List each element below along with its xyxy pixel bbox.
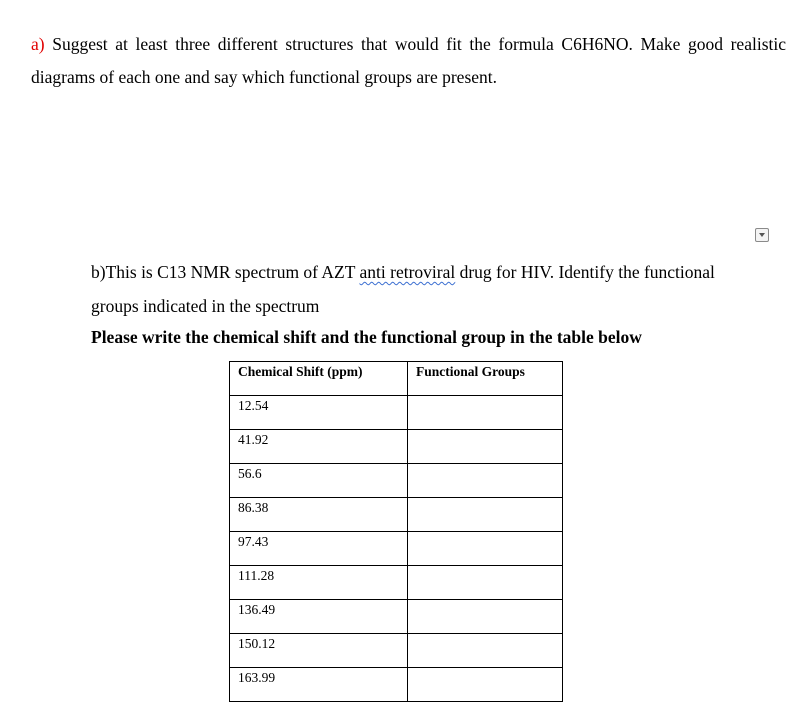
question-b-suffix: drug for HIV. Identify the functional groups indicated in the spectrum: [91, 262, 715, 316]
question-a-text: Suggest at least three different structures that would fit the formula C6H6NO. Make good realistic diagrams of each one and say which functional groups are present.: [31, 34, 786, 87]
shift-cell: 56.6: [230, 464, 408, 498]
header-chemical-shift: Chemical Shift (ppm): [230, 362, 408, 396]
chemical-shift-table: [229, 361, 563, 702]
functional-group-cell[interactable]: [408, 566, 563, 600]
shift-cell: 12.54: [230, 396, 408, 430]
shift-cell: 150.12: [230, 634, 408, 668]
table-row: [230, 464, 563, 498]
question-a-label: a): [31, 34, 45, 54]
functional-group-cell[interactable]: [408, 464, 563, 498]
table-row: [230, 430, 563, 464]
shift-cell: 97.43: [230, 532, 408, 566]
table-row: [230, 396, 563, 430]
question-b-prefix: b)This is C13 NMR spectrum of AZT: [91, 262, 360, 282]
table-row: [230, 532, 563, 566]
functional-group-cell[interactable]: [408, 634, 563, 668]
table-instruction: Please write the chemical shift and the functional group in the table below: [91, 327, 642, 347]
question-a: [31, 28, 786, 94]
shift-cell: 86.38: [230, 498, 408, 532]
question-b: [91, 255, 731, 323]
table-row: [230, 566, 563, 600]
shift-cell: 163.99: [230, 668, 408, 702]
shift-cell: 136.49: [230, 600, 408, 634]
dropdown-button[interactable]: [755, 228, 769, 242]
table-header-row: [230, 362, 563, 396]
table-row: [230, 498, 563, 532]
header-functional-groups: Functional Groups: [408, 362, 563, 396]
shift-cell: 111.28: [230, 566, 408, 600]
chevron-down-icon: [759, 233, 765, 237]
table-row: [230, 634, 563, 668]
functional-group-cell[interactable]: [408, 498, 563, 532]
functional-group-cell[interactable]: [408, 532, 563, 566]
functional-group-cell[interactable]: [408, 396, 563, 430]
functional-group-cell[interactable]: [408, 600, 563, 634]
spellcheck-underlined-text: anti retroviral: [359, 262, 456, 282]
functional-group-cell[interactable]: [408, 430, 563, 464]
table-row: [230, 668, 563, 702]
table-row: [230, 600, 563, 634]
functional-group-cell[interactable]: [408, 668, 563, 702]
shift-cell: 41.92: [230, 430, 408, 464]
